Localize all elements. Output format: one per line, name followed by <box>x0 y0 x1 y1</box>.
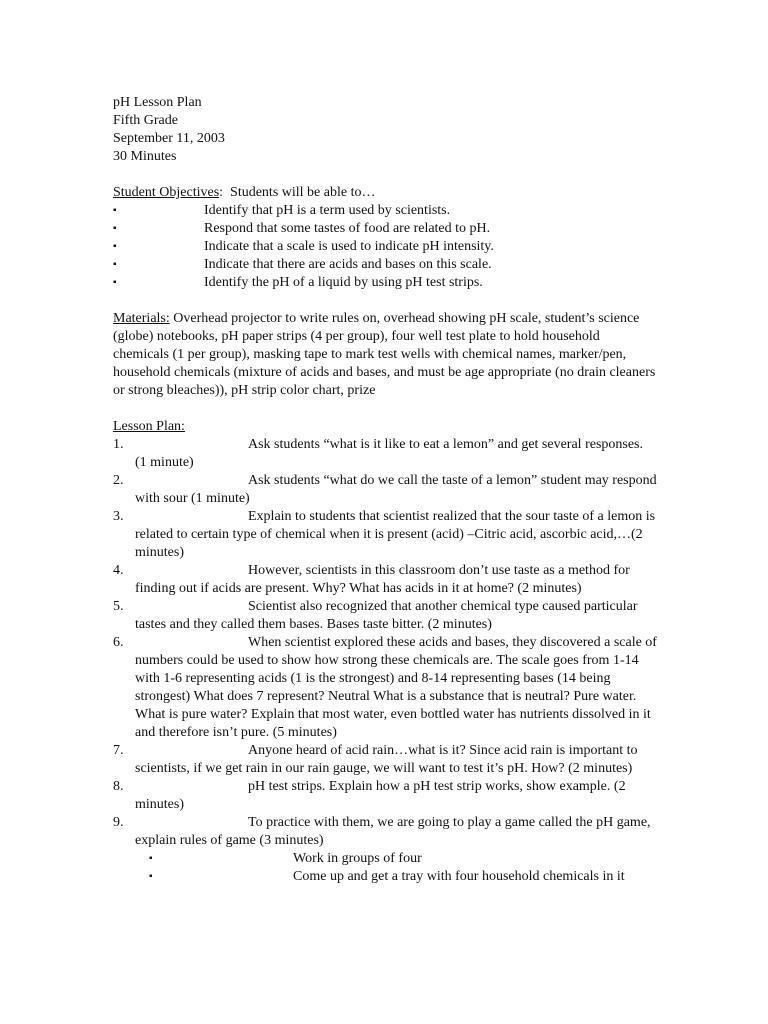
step-number: 6. <box>113 635 124 650</box>
step-text: pH test strips. Explain how a pH test strip works, show example. (2 minutes) <box>135 779 626 812</box>
document-page <box>113 94 658 886</box>
objectives-intro: : Students will be able to… <box>219 185 376 200</box>
step-number: 9. <box>113 815 124 830</box>
step-text: However, scientists in this classroom don’t use taste as a method for finding out if acids are present. Why? What has acids in it at home? (2 minutes) <box>135 563 630 596</box>
step-text: Ask students “what do we call the taste of a lemon” student may respond with sour (1 minute) <box>135 473 657 506</box>
grade-level: Fifth Grade <box>113 113 178 128</box>
objective-item: ▪ Identify that pH is a term used by scientists. <box>113 203 451 218</box>
lesson-step <box>113 598 658 634</box>
objective-item: ▪ Identify the pH of a liquid by using pH test strips. <box>113 275 483 290</box>
document-title: pH Lesson Plan <box>113 95 202 110</box>
step-number: 2. <box>113 473 124 488</box>
lesson-step <box>113 814 658 850</box>
bullet-icon: ▪ <box>113 241 117 252</box>
bullet-icon: ▪ <box>113 223 117 234</box>
materials-label: Materials: <box>113 311 170 326</box>
objective-item: ▪ Indicate that a scale is used to indicate pH intensity. <box>113 239 494 254</box>
step-number: 8. <box>113 779 124 794</box>
game-rule-item: ▪ Come up and get a tray with four household chemicals in it <box>149 869 625 884</box>
lesson-step <box>113 742 658 778</box>
lesson-step <box>113 472 658 508</box>
materials-paragraph <box>113 310 658 400</box>
step-number: 1. <box>113 437 124 452</box>
bullet-icon: ▪ <box>113 277 117 288</box>
lesson-step <box>113 562 658 598</box>
step-number: 4. <box>113 563 124 578</box>
step-text: To practice with them, we are going to play a game called the pH game, explain rules of game (3 minutes) <box>135 815 651 848</box>
objectives-heading <box>113 184 658 202</box>
game-rule-item: ▪ Work in groups of four <box>149 851 422 866</box>
lesson-steps <box>113 436 658 850</box>
lesson-step <box>113 778 658 814</box>
lesson-step <box>113 634 658 742</box>
bullet-icon: ▪ <box>149 853 153 864</box>
objective-item: ▪ Indicate that there are acids and bases on this scale. <box>113 257 492 272</box>
game-rules-list <box>113 850 658 886</box>
step-text: When scientist explored these acids and bases, they discovered a scale of numbers could be used to show how strong these chemicals are. The scale goes from 1-14 with 1-6 representing acids (1 is the strongest) and 8-14 representing bases (14 being strongest) What does 7 represent? Neutral What is a substance that is neutral? Pure water. What is pure water? Explain that most water, even bottled water has nutrients dissolved in it and therefore isn’t pure. (5 minutes) <box>135 635 657 740</box>
step-text: Explain to students that scientist realized that the sour taste of a lemon is related to certain type of chemical when it is present (acid) –Citric acid, ascorbic acid,…(2 minutes) <box>135 509 656 560</box>
step-number: 7. <box>113 743 124 758</box>
step-number: 5. <box>113 599 124 614</box>
lesson-step <box>113 436 658 472</box>
step-text: Scientist also recognized that another chemical type caused particular tastes and they called them bases. Bases taste bitter. (2 minutes) <box>135 599 638 632</box>
step-text: Anyone heard of acid rain…what is it? Since acid rain is important to scientists, if we get rain in our rain gauge, we will want to test it’s pH. How? (2 minutes) <box>135 743 638 776</box>
step-number: 3. <box>113 509 124 524</box>
lesson-step <box>113 508 658 562</box>
step-text: Ask students “what is it like to eat a lemon” and get several responses. (1 minute) <box>135 437 644 470</box>
objective-item: ▪ Respond that some tastes of food are related to pH. <box>113 221 491 236</box>
lesson-date: September 11, 2003 <box>113 131 225 146</box>
objectives-label: Student Objectives <box>113 185 220 200</box>
bullet-icon: ▪ <box>113 205 117 216</box>
lesson-plan-heading: Lesson Plan: <box>113 419 185 434</box>
materials-text: Overhead projector to write rules on, overhead showing pH scale, student’s science (globe) notebooks, pH paper strips (4 per group), four well test plate to hold household chemicals (1 per group), masking tape to mark test wells with chemical names, marker/pen, household chemicals (mixture of acids and bases, and must be age appropriate (no drain cleaners or strong bleaches)), pH strip color chart, prize <box>113 311 656 398</box>
lesson-duration: 30 Minutes <box>113 149 177 164</box>
bullet-icon: ▪ <box>113 259 117 270</box>
bullet-icon: ▪ <box>149 871 153 882</box>
objectives-list <box>113 202 658 292</box>
